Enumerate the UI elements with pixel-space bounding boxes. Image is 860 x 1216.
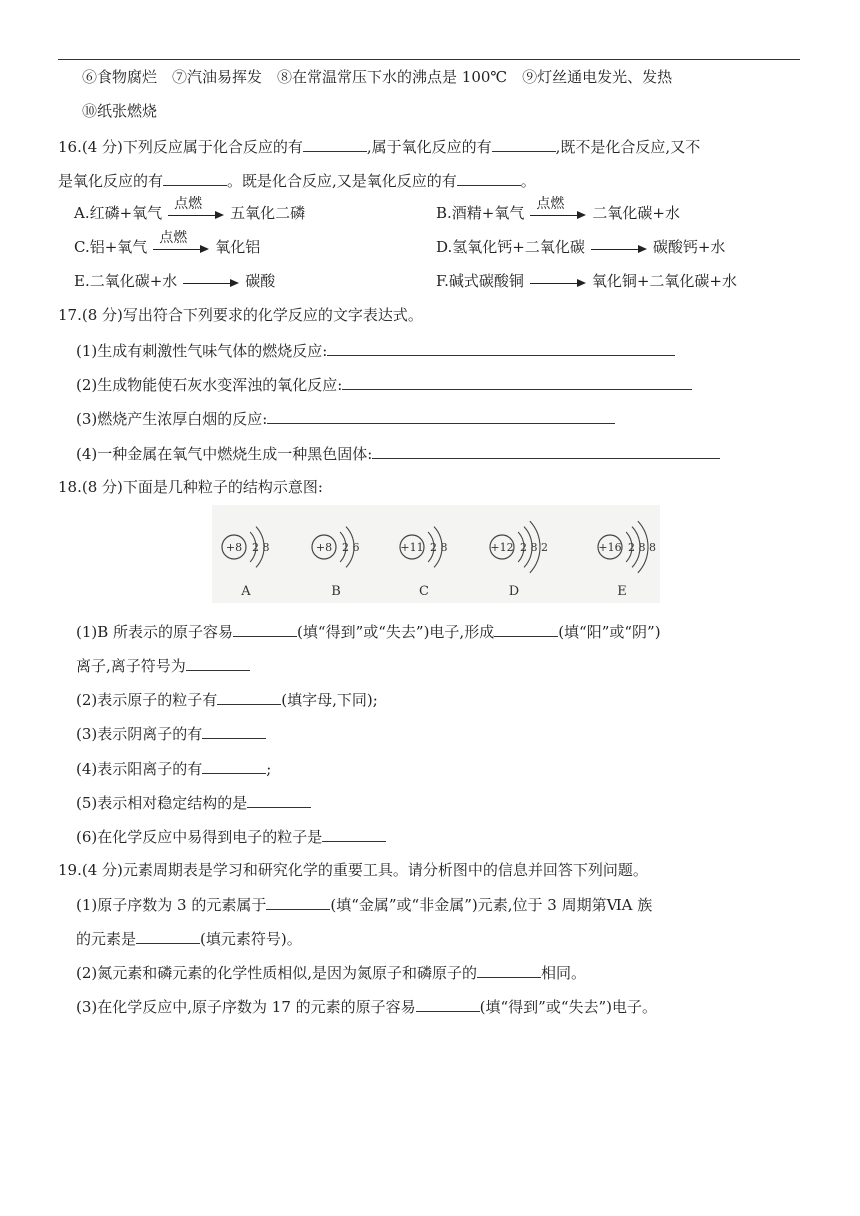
shell-electrons: 2 8 bbox=[430, 541, 448, 554]
q16-blank-1[interactable] bbox=[303, 136, 367, 152]
q17-item-3: (3)燃烧产生浓厚白烟的反应: bbox=[76, 408, 615, 429]
reaction-arrow: 点燃 bbox=[530, 204, 586, 224]
nucleus-charge: +16 bbox=[598, 541, 622, 554]
q16-blank-3[interactable] bbox=[163, 170, 227, 186]
particle-E bbox=[598, 521, 656, 599]
q16-blank-2[interactable] bbox=[492, 136, 556, 152]
particle-structure-diagram bbox=[212, 505, 660, 603]
particle-diagram-svg bbox=[212, 505, 660, 603]
q19-blank-2[interactable] bbox=[136, 928, 200, 944]
reaction-arrow bbox=[183, 272, 239, 292]
q16-blank-4[interactable] bbox=[457, 170, 521, 186]
q16-option-e: E.二氧化碳+水 碳酸 bbox=[74, 272, 276, 290]
q19-blank-4[interactable] bbox=[416, 996, 480, 1012]
particle-label: D bbox=[508, 584, 520, 599]
q18-blank-8[interactable] bbox=[322, 826, 386, 842]
q18-blank-3[interactable] bbox=[186, 655, 250, 671]
q19-sub3: (3)在化学反应中,原子序数为 17 的元素的原子容易 (填“得到”或“失去”)电子。 bbox=[76, 998, 658, 1016]
q17-title: 17.(8 分)写出符合下列要求的化学反应的文字表达式。 bbox=[58, 306, 423, 324]
q18-blank-4[interactable] bbox=[217, 689, 281, 705]
q17-item-2: (2)生成物能使石灰水变浑浊的氧化反应: bbox=[76, 374, 692, 395]
shell-electrons: 2 6 bbox=[342, 541, 360, 554]
q19-sub1-line1: (1)原子序数为 3 的元素属于 (填“金属”或“非金属”)元素,位于 3 周期第ⅥA 族 bbox=[76, 896, 653, 914]
nucleus-charge: +12 bbox=[490, 541, 514, 554]
q19-sub1-line2: 的元素是 (填元素符号)。 bbox=[76, 930, 302, 948]
q18-blank-7[interactable] bbox=[247, 792, 311, 808]
shell-electrons: 2 8 8 bbox=[628, 541, 656, 554]
particle-B bbox=[312, 527, 360, 599]
particle-label: C bbox=[419, 584, 429, 599]
q16-option-b: B.酒精+氧气 点燃 二氧化碳+水 bbox=[436, 196, 680, 222]
q18-title: 18.(8 分)下面是几种粒子的结构示意图: bbox=[58, 478, 323, 496]
q16-option-a: A.红磷+氧气 点燃 五氧化二磷 bbox=[74, 196, 306, 222]
nucleus-charge: +11 bbox=[400, 541, 424, 554]
header-rule bbox=[58, 59, 800, 60]
particle-label: E bbox=[617, 584, 627, 599]
q17-item-1: (1)生成有刺激性气味气体的燃烧反应: bbox=[76, 340, 675, 361]
nucleus-charge: +8 bbox=[225, 541, 243, 554]
q17-answer-3[interactable] bbox=[267, 408, 615, 424]
q19-blank-3[interactable] bbox=[477, 962, 541, 978]
particle-label: B bbox=[331, 584, 341, 599]
q16-option-f: F.碱式碳酸铜 氧化铜+二氧化碳+水 bbox=[436, 272, 737, 290]
q17-answer-2[interactable] bbox=[342, 374, 692, 390]
q16-option-c: C.铝+氧气 点燃 氧化铝 bbox=[74, 230, 261, 256]
q16-option-d: D.氢氧化钙+二氧化碳 碳酸钙+水 bbox=[436, 238, 726, 256]
q18-sub2: (2)表示原子的粒子有 (填字母,下同); bbox=[76, 691, 378, 709]
q18-sub6: (6)在化学反应中易得到电子的粒子是 bbox=[76, 826, 386, 847]
nucleus-charge: +8 bbox=[315, 541, 333, 554]
shell-electrons: 2 8 2 bbox=[520, 541, 548, 554]
q19-title: 19.(4 分)元素周期表是学习和研究化学的重要工具。请分析图中的信息并回答下列问题。 bbox=[58, 861, 648, 879]
q19-blank-1[interactable] bbox=[266, 894, 330, 910]
q18-sub5: (5)表示相对稳定结构的是 bbox=[76, 792, 311, 813]
q18-blank-1[interactable] bbox=[233, 621, 297, 637]
q17-answer-4[interactable] bbox=[372, 443, 720, 459]
reaction-arrow: 点燃 bbox=[168, 204, 224, 224]
q18-blank-6[interactable] bbox=[202, 758, 266, 774]
q19-sub2: (2)氮元素和磷元素的化学性质相似,是因为氮原子和磷原子的 相同。 bbox=[76, 964, 587, 982]
q16-stem-line2: 是氧化反应的有 。既是化合反应,又是氧化反应的有 。 bbox=[58, 172, 536, 190]
q15-items-line2: ⑩纸张燃烧 bbox=[82, 102, 158, 120]
q18-blank-5[interactable] bbox=[202, 723, 266, 739]
particle-A bbox=[222, 527, 270, 599]
q15-items-line1: ⑥食物腐烂 ⑦汽油易挥发 ⑧在常温常压下水的沸点是 100℃ ⑨灯丝通电发光、发热 bbox=[82, 68, 673, 86]
q18-sub1-line1: (1)B 所表示的原子容易 (填“得到”或“失去”)电子,形成 (填“阳”或“阴”) bbox=[76, 623, 661, 641]
particle-C bbox=[400, 527, 448, 599]
reaction-arrow bbox=[530, 272, 586, 292]
q18-blank-2[interactable] bbox=[494, 621, 558, 637]
q18-sub4: (4)表示阳离子的有 ; bbox=[76, 760, 272, 778]
reaction-arrow bbox=[591, 238, 647, 258]
particle-label: A bbox=[241, 584, 251, 599]
q18-sub1-line2: 离子,离子符号为 bbox=[76, 655, 250, 676]
q17-answer-1[interactable] bbox=[327, 340, 675, 356]
q18-sub3: (3)表示阴离子的有 bbox=[76, 723, 266, 744]
particle-D bbox=[490, 521, 548, 599]
q16-stem-line1: 16.(4 分)下列反应属于化合反应的有 ,属于氧化反应的有 ,既不是化合反应,又不 bbox=[58, 138, 701, 156]
shell-electrons: 2 8 bbox=[252, 541, 270, 554]
q17-item-4: (4)一种金属在氧气中燃烧生成一种黑色固体: bbox=[76, 443, 720, 464]
reaction-arrow: 点燃 bbox=[153, 238, 209, 258]
